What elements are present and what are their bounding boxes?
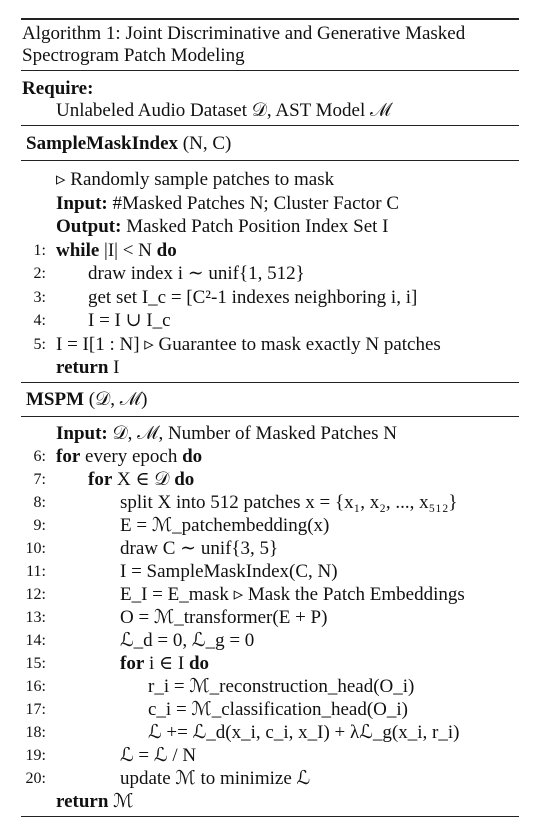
algorithm-line [0,744,541,768]
section-rule-1 [21,125,519,126]
line-content [148,698,408,722]
line-content [120,491,458,515]
section-rule-4 [21,416,519,417]
line-text: E_I = E_mask ▹ Mask the Patch Embeddings [120,584,465,605]
algorithm-line [0,262,541,286]
algorithm-line [0,356,541,380]
line-number: 1: [33,241,46,259]
line-text: ℒ_d = 0, ℒ_g = 0 [120,630,255,651]
line-text: ℳ [108,791,134,812]
line-text: E = ℳ_patchembedding(x) [120,515,330,536]
bottom-rule [21,816,519,817]
section-heading-samplemaskindex: SampleMaskIndex (N, C) [26,133,232,154]
line-text: draw index i ∼ unif{1, 512} [88,263,305,284]
keyword: do [174,469,195,490]
line-number: 7: [33,471,46,488]
line-content [88,286,417,310]
line-content [120,652,209,676]
algorithm-line [0,333,541,357]
algorithm-line [0,560,541,584]
line-content [120,606,327,630]
line-content [120,514,329,538]
algorithm-line [0,445,541,469]
algorithm-line [0,652,541,676]
line-text: I = I ∪ I_c [88,310,171,331]
title-rule [21,70,519,71]
line-number: 18: [25,724,46,741]
keyword: Input: [56,192,108,214]
algorithm-line [0,215,541,239]
line-content [88,468,194,492]
line-number: 4: [33,312,46,329]
line-content [120,537,278,561]
line-content [56,215,389,239]
line-content [120,767,310,791]
line-content [120,744,196,768]
line-number: 2: [33,265,46,282]
line-text: r_i = ℳ_reconstruction_head(O_i) [148,676,415,697]
keyword: return [56,791,109,812]
keyword: for [56,446,81,467]
line-text: ℒ = ℒ / N [120,745,197,766]
line-content [148,675,414,699]
line-text: every epoch [80,446,183,467]
algorithm-line [0,675,541,699]
line-number: 14: [25,632,46,649]
line-text: I [108,357,120,378]
line-text: O = ℳ_transformer(E + P) [120,607,328,628]
section-rule-2 [21,160,519,161]
algorithm-line [0,537,541,561]
line-content [56,168,334,192]
line-text: |I| < N [99,239,157,261]
line-content [56,239,177,263]
line-text: c_i = ℳ_classification_head(O_i) [148,699,409,720]
line-text: #Masked Patches N; Cluster Factor C [107,192,400,214]
line-number: 9: [33,517,46,534]
top-rule [21,18,519,20]
algorithm-line [0,192,541,216]
section-heading-mspm: MSPM (𝒟, ℳ) [26,389,148,410]
require-label: Require: [22,78,94,99]
line-number: 13: [25,609,46,626]
line-number: 17: [25,701,46,718]
algorithm-line [0,309,541,333]
line-content [120,629,254,653]
algorithm-line [0,583,541,607]
algorithm-line [0,168,541,192]
algorithm-title-line-2: Spectrogram Patch Modeling [22,45,245,66]
keyword: for [120,653,145,674]
keyword: do [188,653,210,674]
line-text: draw C ∼ unif{3, 5} [120,538,279,559]
line-number: 6: [33,448,46,465]
line-text: Masked Patch Position Index Set I [121,216,389,237]
line-number: 11: [26,563,46,580]
line-text: ▹ Randomly sample patches to mask [56,169,335,190]
keyword: Output: [56,216,122,237]
algorithm-line [0,767,541,791]
line-text: X ∈ 𝒟 [112,469,175,490]
line-content [120,560,338,584]
line-number: 3: [33,288,46,306]
line-content [56,790,134,814]
line-content [56,445,202,469]
line-number: 10: [25,540,46,557]
line-content [56,356,120,380]
keyword: do [182,446,203,467]
line-content [56,422,397,446]
line-content [56,192,399,216]
line-number: 16: [25,678,46,695]
require-text: Unlabeled Audio Dataset 𝒟, AST Model ℳ [56,100,392,121]
line-content [148,721,459,745]
keyword: return [56,357,109,378]
keyword: do [156,239,177,261]
line-number: 12: [25,586,46,603]
line-number: 15: [25,655,46,672]
algorithm-line [0,422,541,446]
section-rule-3 [21,382,519,383]
algorithm-line [0,790,541,814]
algorithm-line [0,721,541,745]
line-number: 5: [33,335,46,353]
line-text: I = I[1 : N] ▹ Guarantee to mask exactly N patches [56,333,441,355]
line-number: 8: [33,494,46,511]
line-text: I = SampleMaskIndex(C, N) [120,561,338,582]
line-text: i ∈ I [144,653,189,674]
algorithm-line [0,606,541,630]
line-content [88,309,171,333]
algorithm-line [0,286,541,310]
line-text: 𝒟, ℳ, Number of Masked Patches N [107,423,397,444]
algorithm-line [0,468,541,492]
line-number: 20: [25,770,46,787]
algorithm-line [0,698,541,722]
line-text: split X into 512 patches x = {x₁, x₂, ..., x₅₁₂} [120,492,458,513]
keyword: for [88,469,113,490]
keyword: Input: [56,423,108,444]
line-number: 19: [25,747,46,764]
algorithm-line [0,514,541,538]
line-text: ℒ += ℒ_d(x_i, c_i, x_I) + λℒ_g(x_i, r_i) [148,722,460,743]
line-text: get set I_c = [C²-1 indexes neighboring i, i] [88,286,418,308]
keyword: while [56,239,100,261]
line-content [56,333,441,357]
line-text: update ℳ to minimize ℒ [120,768,311,789]
line-content [88,262,305,286]
line-content [120,583,465,607]
algorithm-title-line-1: Algorithm 1: Joint Discriminative and Generative Masked [22,23,466,44]
algorithm-line [0,629,541,653]
algorithm-line [0,491,541,515]
algorithm-line [0,239,541,263]
